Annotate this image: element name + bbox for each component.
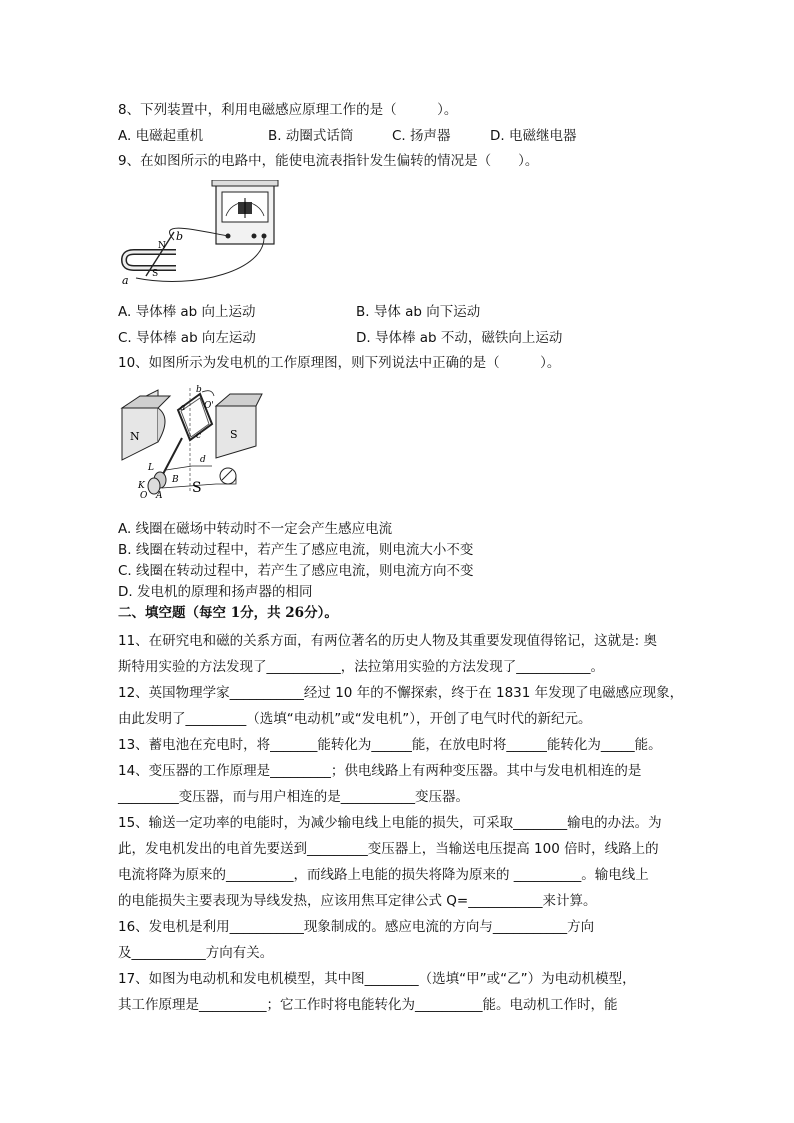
fill-line: 其工作原理是__________；它工作时将电能转化为__________能。电动机工作时，能 <box>118 997 618 1013</box>
q9-label-a: a <box>122 274 129 287</box>
q8-option-c: C. 扬声器 <box>392 128 451 144</box>
fill-line: 11、在研究电和磁的关系方面，有两位著名的历史人物及其重要发现值得铭记，这就是: 奥 <box>118 633 658 649</box>
q10-label-a: a <box>180 403 186 413</box>
fill-line: 14、变压器的工作原理是_________；供电线路上有两种变压器。其中与发电机相连的是 <box>118 763 642 779</box>
q10-label-s: S <box>230 428 238 441</box>
q10-label-aa: A <box>156 491 163 500</box>
fill-line: 13、蓄电池在充电时，将_______能转化为______能，在放电时将______能转化为_____能。 <box>118 737 662 753</box>
fill-line: 由此发明了_________（选填“电动机”或“发电机”），开创了电气时代的新纪元。 <box>118 711 592 727</box>
fill-line: 斯特用实验的方法发现了___________，法拉第用实验的方法发现了___________。 <box>118 659 604 675</box>
q10-label-o: O' <box>204 401 214 411</box>
fill-line: 15、输送一定功率的电能时，为减少输电线上电能的损失，可采取________输电的办法。为 <box>118 815 662 831</box>
q10-option-d: D. 发电机的原理和扬声器的相同 <box>118 584 313 600</box>
question-8-stem: 8、下列装置中，利用电磁感应原理工作的是（ ）。 <box>118 102 458 118</box>
q9-circuit-figure <box>116 180 286 292</box>
q8-option-d: D. 电磁继电器 <box>490 128 577 144</box>
fill-line: 16、发电机是利用___________现象制成的。感应电流的方向与___________方向 <box>118 919 595 935</box>
q10-label-d: d <box>200 455 206 465</box>
fill-line: 12、英国物理学家___________经过 10 年的不懈探索，终于在 1831 年发现了电磁感应现象， <box>118 685 684 701</box>
q9-label-b: b <box>176 230 184 243</box>
fill-line: 17、如图为电动机和发电机模型，其中图________（选填“甲”或“乙”）为电动机模型， <box>118 971 636 987</box>
fill-line: _________变压器，而与用户相连的是___________变压器。 <box>118 789 469 805</box>
q10-label-b: b <box>196 385 202 395</box>
q10-option-c: C. 线圈在转动过程中，若产生了感应电流，则电流方向不变 <box>118 563 474 579</box>
q10-label-ss: S <box>192 480 202 496</box>
section-2-title: 二、填空题（每空 1分，共 26分）。 <box>118 605 338 621</box>
q9-option-c: C. 导体棒 ab 向左运动 <box>118 330 256 346</box>
q9-label-n: N <box>158 241 166 251</box>
q10-option-a: A. 线圈在磁场中转动时不一定会产生感应电流 <box>118 521 393 537</box>
q10-option-b: B. 线圈在转动过程中，若产生了感应电流，则电流大小不变 <box>118 542 474 558</box>
q8-option-b: B. 动圈式话筒 <box>268 128 354 144</box>
q9-option-b: B. 导体 ab 向下运动 <box>356 304 481 320</box>
q9-option-a: A. 导体棒 ab 向上运动 <box>118 304 256 320</box>
q10-generator-figure <box>116 380 266 500</box>
q10-label-bb: B <box>172 475 179 485</box>
q9-option-d: D. 导体棒 ab 不动，磁铁向上运动 <box>356 330 563 346</box>
q10-label-o2: O <box>140 491 148 500</box>
q10-label-c: c <box>196 431 202 441</box>
q9-label-s: S <box>152 269 159 279</box>
fill-line: 及___________方向有关。 <box>118 945 274 961</box>
q10-label-k: K <box>138 481 145 491</box>
question-9-stem: 9、在如图所示的电路中，能使电流表指针发生偏转的情况是（ ）。 <box>118 153 539 169</box>
fill-line: 此，发电机发出的电首先要送到_________变压器上，当输送电压提高 100 倍时，线路上的 <box>118 841 659 857</box>
q8-option-a: A. 电磁起重机 <box>118 128 204 144</box>
fill-line: 的电能损失主要表现为导线发热，应该用焦耳定律公式 Q=___________来计算。 <box>118 893 597 909</box>
fill-line: 电流将降为原来的__________，而线路上电能的损失将降为原来的 __________。输电线上 <box>118 867 649 883</box>
q10-label-n: N <box>130 430 140 443</box>
q10-label-l: L <box>148 463 154 473</box>
question-10-stem: 10、如图所示为发电机的工作原理图，则下列说法中正确的是（ ）。 <box>118 355 561 371</box>
